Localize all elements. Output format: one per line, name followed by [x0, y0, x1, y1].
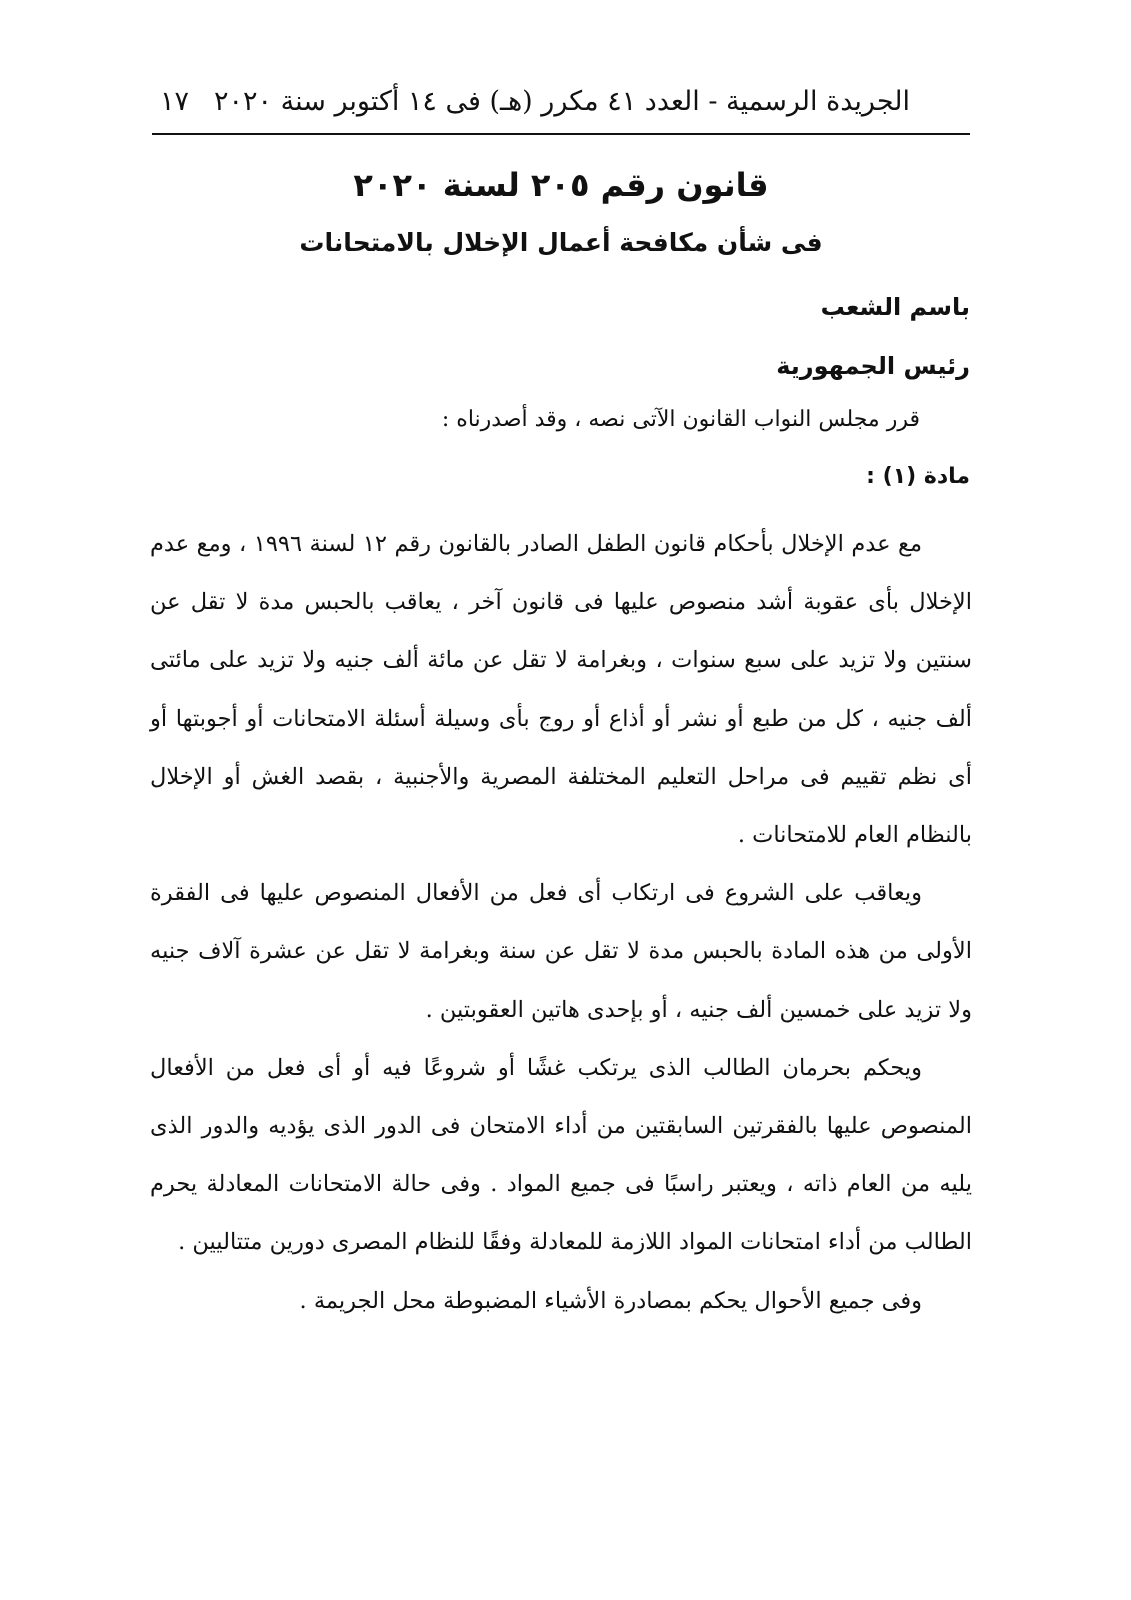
- article-label: مادة (١) :: [866, 464, 970, 489]
- article-body: [150, 515, 972, 1330]
- paragraph-2: ويعاقب على الشروع فى ارتكاب أى فعل من الأفعال المنصوص عليها فى الفقرة الأولى من هذه المادة بالحبس مدة لا تقل عن سنة وبغرامة لا تقل عن عشرة آلاف جنيه ولا تزيد على خمسين ألف جنيه ، أو بإحدى هاتين العقوبتين .: [150, 880, 972, 1023]
- paragraph-4: وفى جميع الأحوال يحكم بمصادرة الأشياء المضبوطة محل الجريمة .: [299, 1287, 922, 1314]
- article-heading: [866, 464, 970, 489]
- law-title: قانون رقم ٢٠٥ لسنة ٢٠٢٠: [353, 166, 769, 204]
- law-subtitle: فى شأن مكافحة أعمال الإخلال بالامتحانات: [299, 228, 823, 257]
- page-header: [160, 76, 910, 126]
- page-number: ١٧: [160, 85, 190, 117]
- gazette-header-title: الجريدة الرسمية - العدد ٤١ مكرر (هـ) فى ١٤ أكتوبر سنة ٢٠٢٠: [214, 85, 910, 117]
- paragraph-3: ويحكم بحرمان الطالب الذى يرتكب غشًا أو شروعًا فيه أو أى فعل من الأفعال المنصوص عليها بالفقرتين السابقتين من أداء الامتحان فى الدور الذى يؤديه والدور الذى يليه من العام ذاته ، ويعتبر راسبًا فى جميع المواد . وفى حالة الامتحانات المعادلة يحرم الطالب من أداء امتحانات المواد اللازمة للمعادلة وفقًا للنظام المصرى دورين متتاليين .: [150, 1054, 972, 1256]
- in-the-name-of-the-people: باسم الشعب: [820, 293, 970, 321]
- president-heading: رئيس الجمهورية: [776, 352, 970, 380]
- paragraph-1: مع عدم الإخلال بأحكام قانون الطفل الصادر بالقانون رقم ١٢ لسنة ١٩٩٦ ، ومع عدم الإخلال بأى عقوبة أشد منصوص عليها فى قانون آخر ، يعاقب بالحبس مدة لا تقل عن سنتين ولا تزيد على سبع سنوات ، وبغرامة لا تقل عن مائة ألف جنيه ولا تزيد على مائتى ألف جنيه ، كل من طبع أو نشر أو أذاع أو روج بأى وسيلة أسئلة الامتحانات أو أجوبتها أو أى نظم تقييم فى مراحل التعليم المختلفة المصرية والأجنبية ، بقصد الغش أو الإخلال بالنظام العام للامتحانات .: [150, 531, 972, 849]
- header-divider: [152, 133, 970, 135]
- enacting-clause: قرر مجلس النواب القانون الآتى نصه ، وقد أصدرناه :: [441, 407, 920, 432]
